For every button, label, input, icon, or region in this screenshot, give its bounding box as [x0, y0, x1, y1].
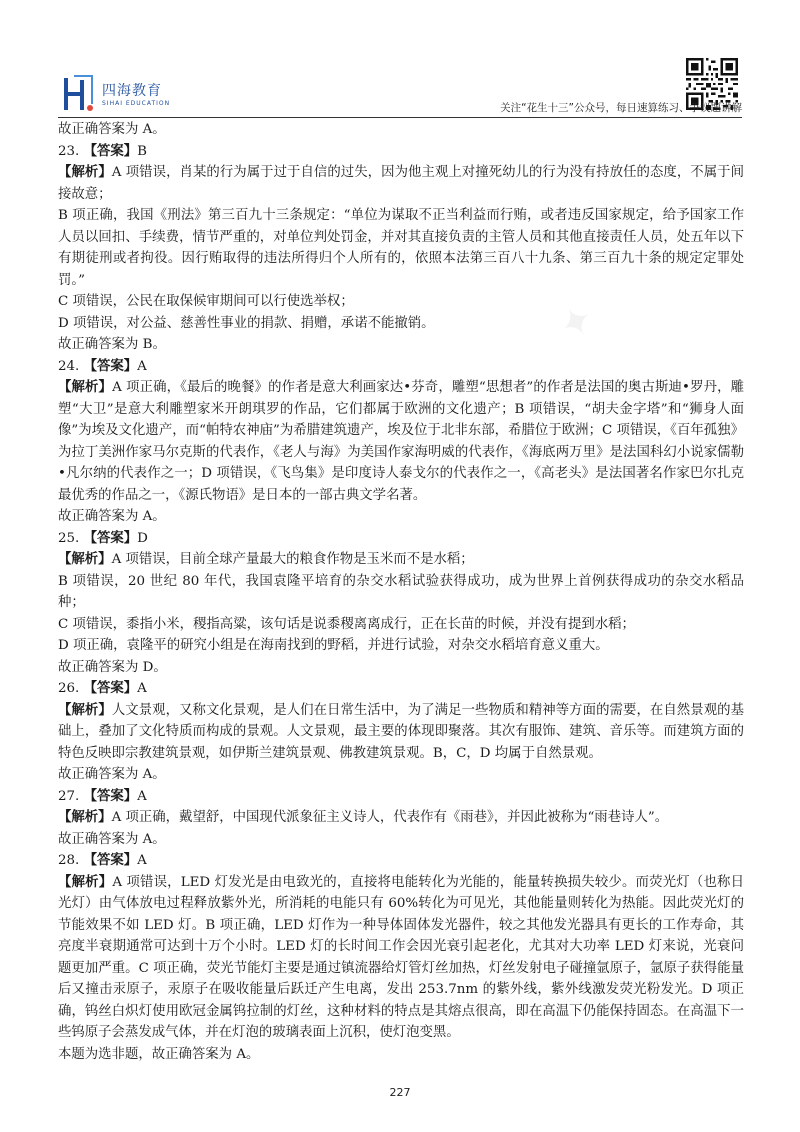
page-header	[0, 0, 800, 118]
text-paragraph	[58, 1044, 744, 1066]
answer-line	[58, 850, 744, 872]
paragraph-text: 故正确答案为 A。	[58, 767, 166, 782]
analysis-tag: 【解析】	[58, 164, 112, 180]
text-paragraph	[58, 635, 744, 657]
answer-tag: 【答案】	[83, 787, 138, 804]
paragraph-text: A 项错误，LED 灯发光是由电致光的，直接将电能转化为光能的，能量转换损失较少。而荧光灯（也称日光灯）由气体放电过程释放紫外光，所消耗的电能只有 60%转化为可见光，其他能量则转化为热能。因此荧光灯的节能效果不如 LED 灯。B 项正确，LED 灯作为一种导体固体发光器件，较之其他发光器具有更长的工作寿命，其亮度半衰期通常可达到十万个小时。LED 灯的长时间工作会因光衰引起老化，尤其对大功率 LED 灯来说，光衰问题更加严重。C 项正确，荧光节能灯主要是通过镇流器给灯管灯丝加热，灯丝发射电子碰撞氩原子，氩原子获得能量后又撞击汞原子，汞原子在吸收能量后跃迁产生电离，发出 253.7nm 的紫外线，紫外线激发荧光粉发光。D 项正确，钨丝白炽灯使用欧冠金属钨拉制的灯丝，这种材料的特点是其熔点很高，即在高温下仍能保持固态。在高温下一些钨原子会蒸发成气体，并在灯泡的玻璃表面上沉积，使灯泡变黑。	[58, 874, 745, 1040]
paragraph-text: 本题为选非题，故正确答案为 A。	[58, 1046, 260, 1062]
text-paragraph	[58, 764, 744, 786]
text-paragraph	[58, 571, 744, 614]
text-paragraph	[58, 205, 744, 291]
answer-tag: 【答案】	[83, 142, 138, 159]
watermark: ✦	[550, 294, 603, 352]
paragraph-text: A 项正确，《最后的晚餐》的作者是意大利画家达•芬奇，雕塑“思想者”的作者是法国的奥古斯迪•罗丹，雕塑“大卫”是意大利雕塑家米开朗琪罗的作品，它们都属于欧洲的文化遗产；B 项错误，“胡夫金字塔”和“狮身人面像”为埃及文化遗产，而“帕特农神庙”为希腊建筑遗产，埃及位于北非东部，希腊位于欧洲；C 项错误，《百年孤独》为拉丁美洲作家马尔克斯的代表作，《老人与海》为美国作家海明威的代表作，《海底两万里》是法国科幻小说家儒勒•凡尔纳的代表作之一；D 项错误，《飞鸟集》是印度诗人泰戈尔的代表作之一，《高老头》是法国著名作家巴尔扎克最优秀的作品之一，《源氏物语》是日本的一部古典文学名著。	[58, 380, 745, 503]
page-number: 227	[389, 1086, 411, 1099]
question-number: 26.	[58, 681, 80, 696]
analysis-paragraph	[58, 549, 744, 571]
answer-value: A	[137, 788, 147, 804]
analysis-paragraph	[58, 377, 744, 506]
question-number: 24.	[58, 358, 80, 374]
answer-value: A	[137, 681, 147, 696]
question-number: 23.	[58, 143, 80, 159]
question-number: 28.	[58, 853, 80, 868]
paragraph-text: B 项正确，我国《刑法》第三百九十三条规定：“单位为谋取不正当利益而行贿，或者违反国家规定，给予国家工作人员以回扣、手续费，情节严重的，对单位判处罚金，并对其直接负责的主管人员和其他直接责任人员，处五年以下有期徒刑或者拘役。因行贿取得的违法所得归个人所有的，依照本法第三百八十九条、第三百九十条的规定定罪处罚。”	[58, 208, 744, 288]
paragraph-text: D 项错误，对公益、慈善性事业的捐款、捐赠，承诺不能撤销。	[58, 315, 435, 331]
header-divider	[58, 117, 742, 118]
paragraph-text: 故正确答案为 B。	[58, 337, 166, 352]
answer-value: A	[137, 853, 147, 868]
answer-tag: 【答案】	[83, 357, 138, 374]
text-paragraph	[58, 657, 744, 679]
paragraph-text: 人文景观，又称文化景观，是人们在日常生活中，为了满足一些物质和精神等方面的需要，在自然景观的基础上，叠加了文化特质而构成的景观。人文景观，最主要的体现即聚落。其次有服饰、建筑、音乐等。而建筑方面的特色反映即宗教建筑景观，如伊斯兰建筑景观、佛教建筑景观。B，C，D 均属于自然景观。	[58, 702, 745, 761]
analysis-paragraph	[58, 807, 744, 829]
text-paragraph	[58, 614, 744, 636]
answer-line	[58, 678, 744, 700]
text-paragraph	[58, 829, 744, 851]
logo-text: 四海教育	[102, 83, 162, 99]
paragraph-text: 故正确答案为 A。	[58, 509, 166, 524]
answer-line	[58, 356, 744, 378]
answer-line	[58, 141, 744, 163]
analysis-tag: 【解析】	[58, 809, 112, 825]
answer-line	[58, 786, 744, 808]
answer-value: D	[137, 530, 148, 546]
logo	[62, 74, 182, 114]
paragraph-text: D 项正确，袁隆平的研究小组是在海南找到的野稻，并进行试验，对杂交水稻培育意义重大。	[58, 638, 609, 653]
text-paragraph	[58, 313, 744, 335]
analysis-tag: 【解析】	[58, 701, 112, 718]
paragraph-text: A 项正确，戴望舒，中国现代派象征主义诗人，代表作有《雨巷》，并因此被称为“雨巷诗人”。	[111, 810, 669, 825]
logo-mark-icon	[62, 74, 98, 114]
paragraph-text: 故正确答案为 A。	[58, 122, 166, 137]
answer-tag: 【答案】	[83, 529, 138, 546]
paragraph-text: C 项错误，黍指小米，稷指高粱，该句话是说黍稷离离成行，正在长苗的时候，并没有提到水稻；	[58, 616, 635, 632]
answer-line	[58, 528, 744, 550]
analysis-paragraph	[58, 162, 744, 205]
answer-value: B	[137, 143, 147, 159]
paragraph-text: 故正确答案为 A。	[58, 831, 166, 847]
text-paragraph	[58, 119, 744, 141]
logo-subtext: SIHAI EDUCATION	[102, 100, 171, 107]
analysis-tag: 【解析】	[58, 379, 113, 395]
analysis-paragraph	[58, 872, 744, 1044]
analysis-tag: 【解析】	[58, 873, 113, 890]
answer-value: A	[137, 358, 147, 374]
answer-tag: 【答案】	[83, 852, 138, 868]
text-paragraph	[58, 506, 744, 528]
question-number: 27.	[58, 788, 80, 804]
answer-explanations	[58, 119, 744, 1065]
paragraph-text: A 项错误，肖某的行为属于过于自信的过失，因为他主观上对撞死幼儿的行为没有持放任的态度，不属于间接故意；	[58, 165, 744, 202]
analysis-paragraph	[58, 700, 744, 765]
answer-tag: 【答案】	[83, 680, 138, 696]
header-slogan: 关注“花生十三”公众号，每日速算练习、争议题讲解	[500, 102, 742, 114]
analysis-tag: 【解析】	[58, 551, 112, 567]
text-paragraph	[58, 334, 744, 356]
paragraph-text: A 项错误，目前全球产量最大的粮食作物是玉米而不是水稻；	[111, 552, 474, 567]
paragraph-text: 故正确答案为 D。	[58, 659, 167, 675]
paragraph-text: C 项错误，公民在取保候审期间可以行使选举权；	[58, 294, 354, 309]
paragraph-text: B 项错误，20 世纪 80 年代，我国袁隆平培育的杂交水稻试验获得成功，成为世界上首例获得成功的杂交水稻品种；	[58, 573, 744, 610]
text-paragraph	[58, 291, 744, 313]
question-number: 25.	[58, 530, 80, 546]
